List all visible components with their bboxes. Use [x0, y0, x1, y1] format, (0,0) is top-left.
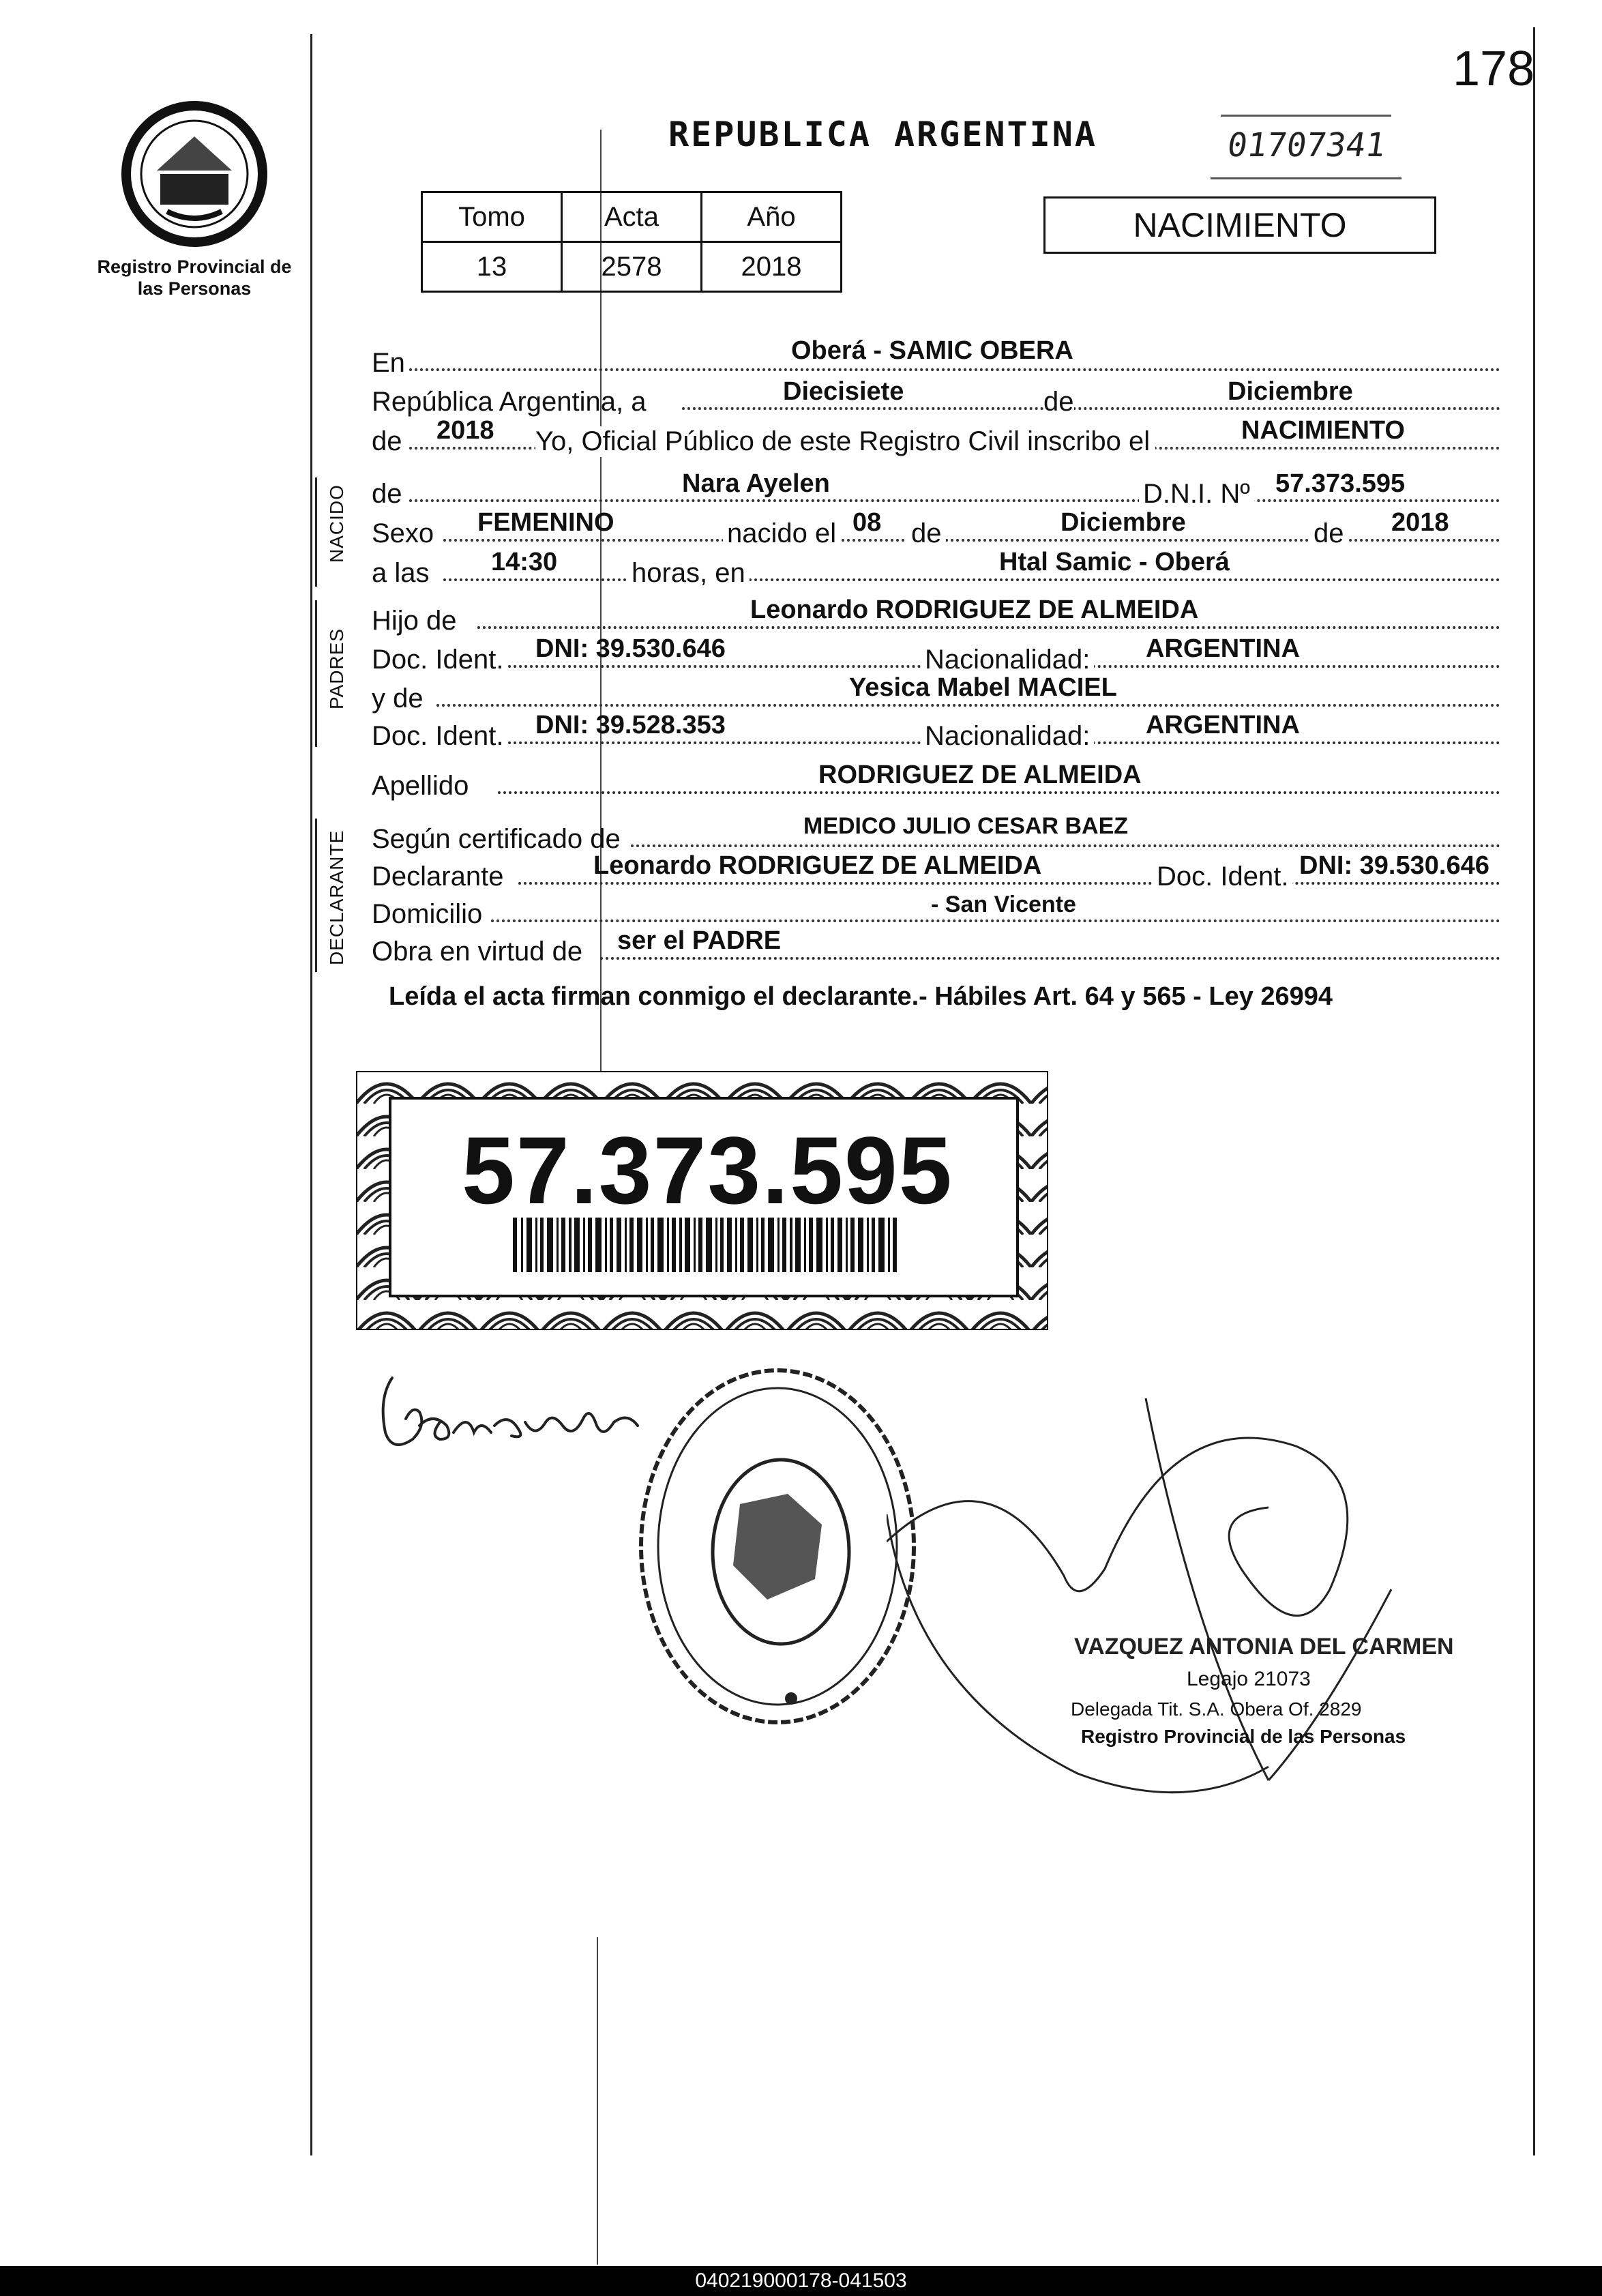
birth-month: Diciembre: [1060, 508, 1186, 537]
de-label: de: [1043, 387, 1074, 417]
declarante-section-label: DECLARANTE: [326, 829, 347, 965]
dotted-line: [491, 919, 1500, 922]
nacionalidad-label: Nacionalidad:: [921, 645, 1094, 675]
certificado-label: Según certificado de: [372, 824, 621, 854]
official-name: VAZQUEZ ANTONIA DEL CARMEN: [1074, 1634, 1454, 1660]
birth-place: Htal Samic - Oberá: [999, 548, 1230, 576]
anio-value: 2018: [702, 242, 842, 292]
acta-header: Acta: [562, 192, 702, 242]
doc-ident-label: Doc. Ident.: [372, 645, 504, 675]
father-nationality: ARGENTINA: [1146, 634, 1300, 663]
official-stamp: [631, 1361, 924, 1733]
declarante-value: Leonardo RODRIGUEZ DE ALMEIDA: [593, 851, 1042, 880]
domicilio-value: - San Vicente: [931, 892, 1076, 917]
nacido-de-label: de: [372, 479, 402, 509]
obra-label: Obra en virtud de: [372, 937, 583, 967]
father-doc: DNI: 39.530.646: [535, 634, 726, 663]
en-label: En: [372, 348, 405, 378]
dni-card-number: 57.373.595: [462, 1117, 953, 1224]
apellido-label: Apellido: [372, 771, 469, 801]
footer-barcode-text: 040219000178-041503: [0, 2266, 1602, 2296]
nacido-section-label: NACIDO: [326, 484, 347, 563]
dni-number-card: [356, 1071, 1048, 1330]
official-legajo: Legajo 21073: [1187, 1668, 1311, 1690]
child-name: Nara Ayelen: [682, 469, 830, 498]
de2-label: de: [372, 426, 402, 456]
dotted-line: [443, 578, 1500, 581]
hijo-label: Hijo de: [372, 606, 457, 636]
en-value: Oberá - SAMIC OBERA: [791, 336, 1073, 365]
legal-statement: Leída el acta firman conmigo el declarante.- Hábiles Art. 64 y 565 - Ley 26994: [389, 982, 1333, 1011]
dotted-line: [518, 882, 1500, 885]
declarante-label: Declarante: [372, 862, 504, 892]
dotted-line: [477, 626, 1500, 629]
province-seal-logo: [116, 95, 273, 252]
alas-label: a las: [372, 558, 430, 588]
birth-time: 14:30: [491, 548, 558, 576]
de-label-2: de: [907, 518, 946, 549]
day-value: Diecisiete: [783, 377, 904, 406]
anio-header: Año: [702, 192, 842, 242]
father-name: Leonardo RODRIGUEZ DE ALMEIDA: [750, 595, 1199, 624]
serial-underline-top: [1221, 115, 1391, 117]
child-dni: 57.373.595: [1275, 469, 1406, 498]
nacido-el-label: nacido el: [723, 518, 840, 549]
registry-caption: Registro Provincial de las Personas: [97, 256, 292, 299]
mother-nationality: ARGENTINA: [1146, 711, 1300, 739]
domicilio-label: Domicilio: [372, 899, 483, 929]
sexo-label: Sexo: [372, 518, 434, 548]
tomo-header: Tomo: [422, 192, 562, 242]
dotted-line: [409, 368, 1500, 371]
page-number: 178: [1453, 42, 1535, 96]
sexo-value: FEMENINO: [477, 508, 614, 537]
de-label-3: de: [1309, 518, 1348, 549]
padres-section-label: PADRES: [326, 628, 347, 709]
yo-text: Yo, Oficial Público de este Registro Civil inscribo el: [535, 426, 1155, 457]
y-de-label: y de: [372, 683, 424, 713]
republica-label: República Argentina, a: [372, 387, 647, 417]
declarante-doc-label: Doc. Ident.: [1153, 862, 1292, 892]
declarant-signature: [372, 1357, 658, 1473]
doc-ident-label-2: Doc. Ident.: [372, 721, 504, 751]
apellido-value: RODRIGUEZ DE ALMEIDA: [818, 761, 1142, 789]
declarante-doc: DNI: 39.530.646: [1299, 851, 1489, 880]
birth-year: 2018: [1391, 508, 1449, 537]
dotted-line: [498, 791, 1500, 794]
acta-value: 2578: [562, 242, 702, 292]
official-role: Delegada Tit. S.A. Obera Of. 2829: [1071, 1698, 1362, 1720]
mother-doc: DNI: 39.528.353: [535, 711, 726, 739]
official-registry: Registro Provincial de las Personas: [1081, 1726, 1406, 1747]
record-table: [421, 191, 842, 293]
dotted-line: [682, 407, 1500, 410]
month-value: Diciembre: [1228, 377, 1353, 406]
official-signature: [887, 1364, 1500, 1842]
serial-underline: [1211, 177, 1401, 179]
birth-day: 08: [852, 508, 882, 537]
horas-label: horas, en: [627, 558, 750, 589]
mother-name: Yesica Mabel MACIEL: [849, 673, 1117, 702]
document-title: REPUBLICA ARGENTINA: [668, 115, 1097, 154]
document-type-box: NACIMIENTO: [1043, 196, 1436, 254]
dni-label: D.N.I. Nº: [1139, 479, 1254, 510]
dotted-line: [436, 704, 1500, 707]
dotted-line: [409, 499, 1500, 502]
inscribo-value: NACIMIENTO: [1241, 416, 1405, 445]
tomo-value: 13: [422, 242, 562, 292]
serial-number: 01707341: [1225, 126, 1389, 164]
dotted-line: [600, 957, 1500, 960]
certificado-value: MEDICO JULIO CESAR BAEZ: [803, 813, 1129, 839]
nacionalidad-label-2: Nacionalidad:: [921, 721, 1094, 752]
year-value: 2018: [436, 416, 494, 445]
obra-value: ser el PADRE: [617, 926, 782, 955]
dotted-line: [631, 844, 1500, 847]
